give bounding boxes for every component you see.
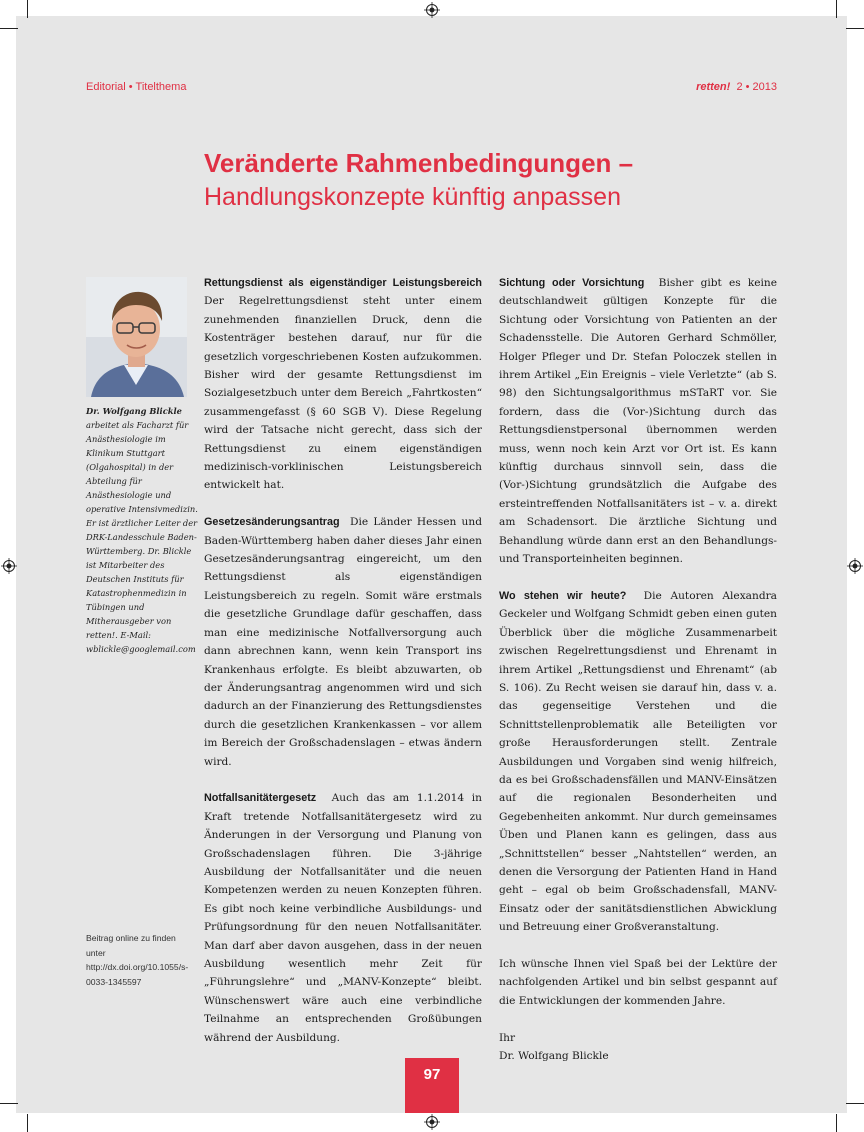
section-wo-stehen-wir xyxy=(499,587,777,937)
author-bio xyxy=(86,404,198,656)
text-column-left xyxy=(204,274,482,1065)
article-subtitle: Handlungskonzepte künftig anpassen xyxy=(204,183,621,211)
crop-mark xyxy=(0,28,18,29)
crop-mark xyxy=(0,1103,18,1104)
section-heading: Gesetzesänderungsantrag xyxy=(204,516,340,529)
running-header-section: Editorial • Titelthema xyxy=(86,81,187,93)
signature-salutation: Ihr xyxy=(499,1031,516,1044)
issue-number: 2 • 2013 xyxy=(736,81,777,93)
running-header-issue xyxy=(696,81,777,93)
crop-mark xyxy=(846,1103,864,1104)
page-number: 97 xyxy=(423,1066,441,1083)
crop-mark xyxy=(836,0,837,18)
author-photo xyxy=(86,277,187,397)
section-heading: Wo stehen wir heute? xyxy=(499,589,627,602)
section-notfallsanitaeter xyxy=(204,789,482,1047)
author-name: Dr. Wolfgang Blickle xyxy=(86,406,182,416)
text-column-right xyxy=(499,274,777,1065)
section-heading: Sichtung oder Vorsichtung xyxy=(499,277,645,289)
section-text: Auch das am 1.1.2014 in Kraft tretende Notfallsanitätergesetz wird zu Änderungen in der Versorgung und Planung von Großschadenslagen führen. Die 3-jährige Ausbildung der Notfallsanitäter und die neuen Kompetenzen werden zu neuen Konzepten führen. Es gibt noch keine verbindliche Ausbildungs- und Prüfungsordnung für den neuen Notfallsanitäter. Man darf aber davon ausgehen, dass in der neuen Ausbildung wesentlich mehr Zeit für „Führungslehre“ und „MANV-Konzepte“ bleibt. Wünschenswert wäre auch eine verbindliche Teilnahme an entsprechenden Großübungen während der Ausbildung. xyxy=(204,792,482,1044)
section-rettungsdienst xyxy=(204,274,482,495)
section-text: Die Autoren Alexandra Geckeler und Wolfgang Schmidt geben einen guten Überblick über die mögliche Zusammenarbeit zwischen Regelrettungsdienst und Ehrenamt in ihrem Artikel „Rettungsdienst und Ehrenamt“ (ab S. 106). Zu Recht weisen sie darauf hin, dass v. a. das gegenseitige Verstehen und die Schnittstellenproblematik alle Beteiligten vor große Herausforderungen stellt. Zentrale Ausbildungen und Vorgaben sind wenig hilfreich, da es bei Großschadensfällen und MANV-Einsätzen auf die regionalen Besonderheiten und Gegebenheiten ankommt. Nur durch gemeinsames Üben und Planen kann es gelingen, dass aus „Schnittstellen“ besser „Nahtstellen“ werden, an denen die Versorgung der Patienten Hand in Hand geht – egal ob beim Großschadensfall, MANV-Einsatz oder der sanitätsdienstlichen Abwicklung und Betreuung einer Großveranstaltung. xyxy=(499,589,777,934)
registration-mark-icon xyxy=(1,558,17,574)
section-text: Bisher gibt es keine deutschlandweit gültigen Konzepte für die Sichtung oder Vorsichtung von Patienten an der Schadensstelle. Die Autoren Gerhard Schmöller, Holger Pfleger und Dr. Stefan Poloczek stellen in ihrem Artikel „Ein Ereignis – viele Verletzte“ (ab S. 98) den Sichtungsalgorithmus mSTaRT vor. Sie fordern, dass die (Vor-)Sichtung durch das Rettungsdienstpersonal übernommen werden muss, wenn noch kein Arzt vor Ort ist. Es kann künftig durchaus sinnvoll sein, dass die (Vor-)Sichtung grundsätzlich die Aufgabe des ersteintreffenden Notfallsanitäters ist – v. a. direkt am Schadensort. Die ärztliche Sichtung und Behandlung würde dann erst an den Behandlungs- und Transporteinheiten beginnen. xyxy=(499,277,777,566)
section-sichtung xyxy=(499,274,777,569)
magazine-name: retten! xyxy=(696,81,731,93)
crop-mark xyxy=(27,0,28,18)
crop-mark xyxy=(846,28,864,29)
registration-mark-icon xyxy=(847,558,863,574)
article-title: Veränderte Rahmenbedingungen – xyxy=(204,148,634,178)
registration-mark-icon xyxy=(424,1114,440,1130)
section-heading: Rettungsdienst als eigenständiger Leistungsbereich xyxy=(204,277,482,289)
section-gesetzesaenderung xyxy=(204,513,482,771)
signature-name: Dr. Wolfgang Blickle xyxy=(499,1050,609,1063)
section-text: Die Länder Hessen und Baden-Württemberg haben daher dieses Jahr einen Gesetzesänderungsantrag eingereicht, um den Rettungsdienst als eigenständigen Leistungsbereich zu regeln. Somit wäre erstmals die gesetzliche Grundlage dafür geschaffen, dass man eine medizinische Notfallversorgung auch dann abrechnen kann, wenn kein Transport ins Krankenhaus erfolgte. Es bleibt abzuwarten, ob der Änderungsantrag angenommen wird und sich dadurch an der Finanzierung des Rettungsdienstes durch die gesetzlichen Krankenkassen – vor allem im Bereich der Großschadenslagen – etwas ändern wird. xyxy=(204,516,482,768)
author-bio-text: arbeitet als Facharzt für Anästhesiologie im Klinikum Stuttgart (Olgahospital) in der Abteilung für Anästhesiologie und operative Intensivmedizin. Er ist ärztlicher Leiter der DRK-Landesschule Baden-Württemberg. Dr. Blickle ist Mitarbeiter des Deutschen Instituts für Katastrophenmedizin in Tübingen und Mitherausgeber von retten!. E-Mail: wblickle@googlemail.com xyxy=(86,420,198,654)
section-text: Der Regelrettungsdienst steht unter einem zunehmenden finanziellen Druck, denn die Kostenträger bestehen darauf, nur für die gesetzlich vorgeschriebenen Kosten aufzukommen. Bisher wird der gesamte Rettungsdienst im Sozialgesetzbuch unter dem Bereich „Fahrtkosten“ zusammengefasst (§ 60 SGB V). Diese Regelung wird der Tatsache nicht gerecht, dass sich der Rettungsdienst zu einem eigenständigen medizinisch-vorklinischen Leistungsbereich entwickelt hat. xyxy=(204,295,482,492)
closing-paragraph: Ich wünsche Ihnen viel Spaß bei der Lektüre der nachfolgenden Artikel und bin selbst gespannt auf die Entwicklungen der kommenden Jahre. xyxy=(499,958,777,1007)
crop-mark xyxy=(27,1114,28,1132)
doi-note: Beitrag online zu finden unter http://dx.doi.org/10.1055/s-0033-1345597 xyxy=(86,933,189,987)
registration-mark-icon xyxy=(424,2,440,18)
crop-mark xyxy=(836,1114,837,1132)
section-heading: Notfallsanitätergesetz xyxy=(204,792,317,805)
